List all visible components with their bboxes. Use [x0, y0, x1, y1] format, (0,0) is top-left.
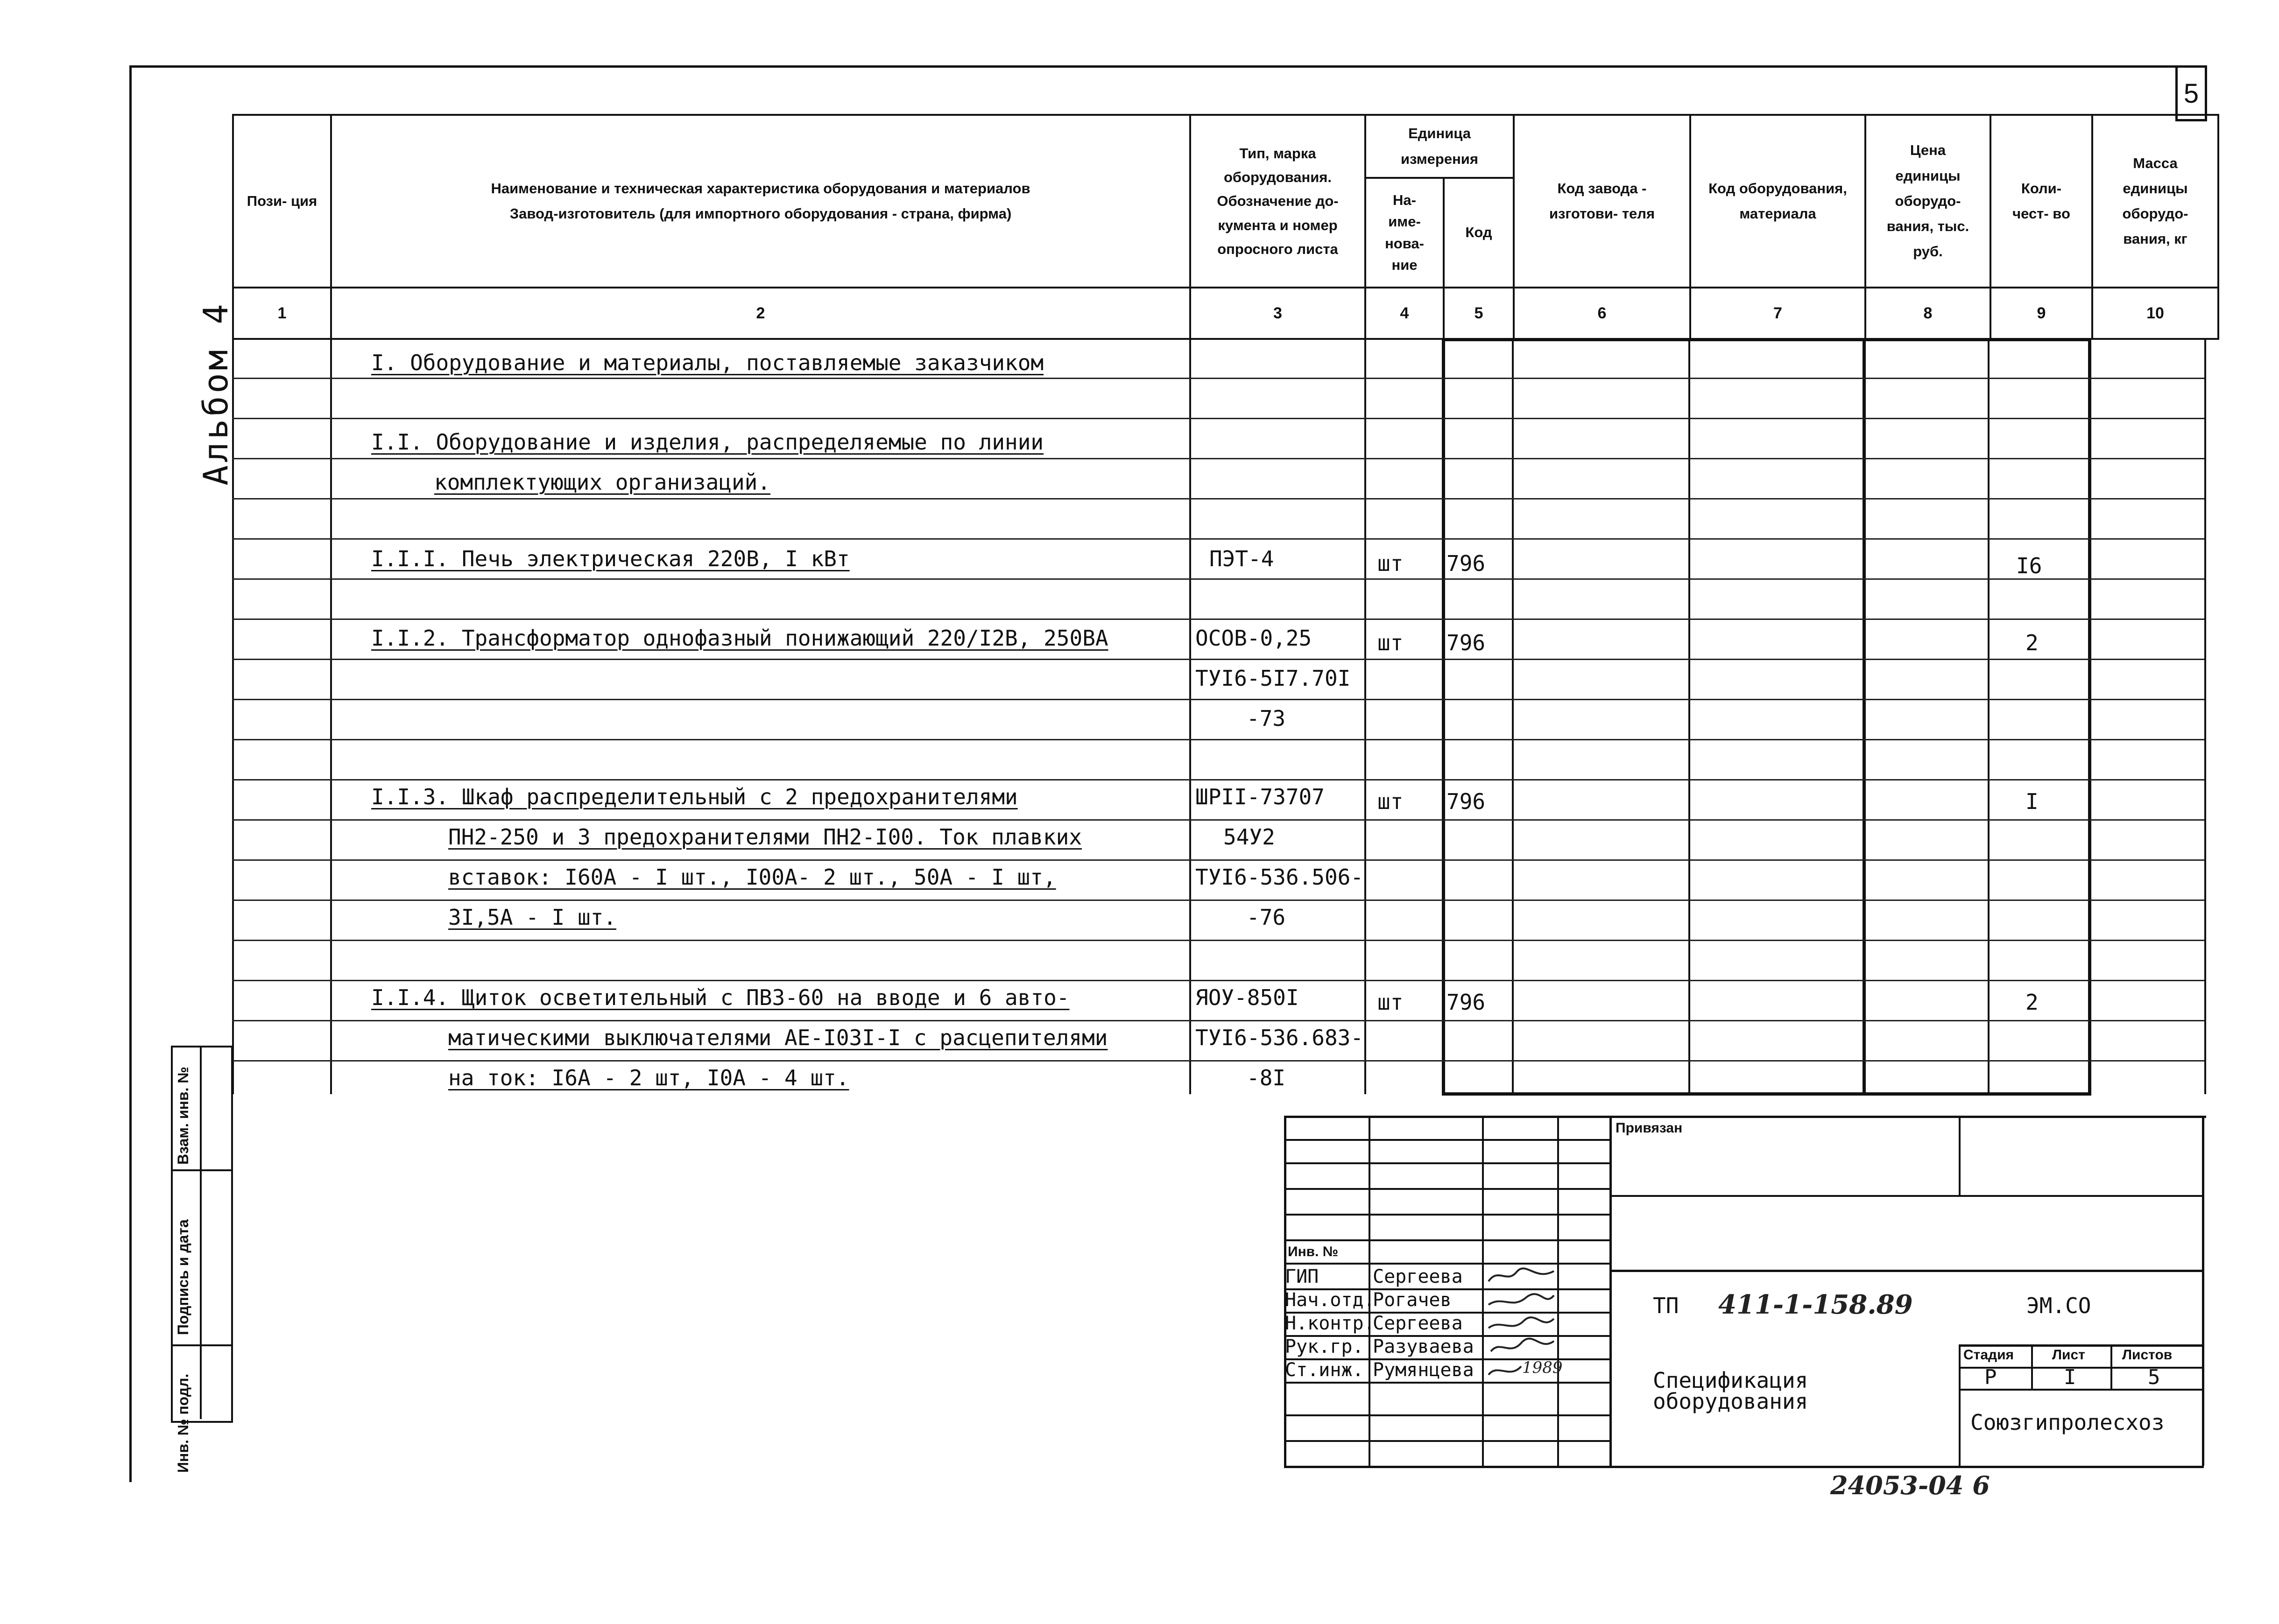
item-unit: шт — [1377, 551, 1404, 576]
header-unit-name: На- име- нова- ние — [1365, 178, 1444, 288]
side-vzam-label: Взам. инв. № — [175, 1067, 191, 1165]
item-type-doc: ТУI6-536.683- — [1195, 1025, 1364, 1050]
name-st-inzh: Румянцева — [1373, 1359, 1474, 1381]
col-number-4: 4 — [1365, 288, 1444, 339]
item-name-cont: 3I,5А - I шт. — [448, 905, 617, 930]
col-number-6: 6 — [1514, 288, 1690, 339]
stage-label: Стадия — [1963, 1347, 2014, 1363]
album-label: Альбом 4 — [196, 301, 235, 485]
sheets-label: Листов — [2122, 1347, 2173, 1363]
item-quantity: I6 — [2016, 553, 2042, 578]
name-n-kontr: Сергеева — [1373, 1313, 1463, 1334]
organization: Союзгипролесхоз — [1970, 1410, 2165, 1435]
item-type-doc: -76 — [1247, 905, 1286, 930]
item-type: ЯОУ-850I — [1195, 985, 1299, 1010]
table-row — [232, 579, 2204, 620]
header-equipment-code: Код оборудования, материала — [1690, 115, 1865, 288]
table-row — [232, 378, 2204, 419]
item-unit-code: 796 — [1446, 990, 1486, 1015]
doc-prefix: ТП — [1653, 1293, 1679, 1318]
item-name: I.I.I. Печь электрическая 220В, I кВт — [371, 546, 850, 571]
header-type-line5: опросного листа — [1217, 240, 1338, 257]
item-name-cont: ПН2-250 и 3 предохранителями ПН2-I00. Ток плавких — [448, 824, 1082, 850]
page-number: 5 — [2175, 65, 2207, 121]
col-number-3: 3 — [1190, 288, 1365, 339]
name-nach-otd: Рогачев — [1373, 1289, 1452, 1311]
doc-title-line1: Спецификация — [1653, 1368, 1808, 1393]
item-name: I.I.3. Шкаф распределительный с 2 предохранителями — [371, 784, 1018, 809]
sheet-value: I — [2064, 1365, 2076, 1389]
col-number-1: 1 — [233, 288, 331, 339]
spec-table-header — [232, 114, 2219, 340]
item-unit-code: 796 — [1446, 551, 1486, 576]
col-number-5: 5 — [1444, 288, 1514, 339]
header-price: Цена единицы оборудо- вания, тыс. руб. — [1865, 115, 1990, 288]
header-factory-code: Код завода - изготови- теля — [1514, 115, 1690, 288]
stage-value: Р — [1984, 1365, 1997, 1389]
table-row — [232, 699, 2204, 740]
item-name-cont: на ток: I6А - 2 шт, I0А - 4 шт. — [448, 1065, 849, 1090]
item-type-doc: 54У2 — [1223, 824, 1275, 850]
section-heading-1-1-cont: комплектующих организаций. — [434, 470, 771, 495]
header-type-line4: кумента и номер — [1218, 217, 1338, 233]
header-type — [1190, 115, 1365, 288]
header-name-line2: Завод-изготовитель (для импортного оборудования - страна, фирма) — [509, 205, 1012, 222]
privyazan-label: Привязан — [1616, 1120, 1683, 1136]
header-unit: Единица измерения — [1365, 115, 1514, 178]
item-unit-code: 796 — [1446, 789, 1486, 814]
item-unit: шт — [1377, 630, 1404, 655]
header-name-line1: Наименование и техническая характеристика оборудования и материалов — [491, 180, 1030, 197]
col-number-2: 2 — [331, 288, 1190, 339]
sheet-label: Лист — [2052, 1347, 2085, 1363]
col-number-8: 8 — [1865, 288, 1990, 339]
header-type-line1: Тип, марка — [1239, 145, 1316, 162]
role-st-inzh: Ст.инж. — [1285, 1359, 1364, 1381]
item-quantity: I — [2025, 789, 2039, 814]
item-unit: шт — [1377, 789, 1404, 814]
item-unit-code: 796 — [1446, 630, 1486, 655]
section-heading-1-1: I.I. Оборудование и изделия, распределяемые по линии — [371, 429, 1044, 455]
header-type-line3: Обозначение до- — [1217, 193, 1339, 210]
role-ruk-gr: Рук.гр. — [1285, 1336, 1364, 1357]
role-n-kontr: Н.контр. — [1285, 1313, 1375, 1334]
item-type-doc: ТУI6-536.506- — [1195, 865, 1364, 890]
side-podpis-label: Подпись и дата — [175, 1219, 191, 1335]
item-type: ШРII-73707 — [1195, 784, 1325, 809]
header-unit-code: Код — [1444, 178, 1514, 288]
role-gip: ГИП — [1285, 1266, 1319, 1287]
doc-number: 411-1-158.89 — [1718, 1289, 1913, 1320]
header-mass: Масса единицы оборудо- вания, кг — [2092, 115, 2218, 288]
role-nach-otd: Нач.отд. — [1285, 1289, 1375, 1311]
item-name-cont: матическими выключателями АЕ-I03I-I с расцепителями — [448, 1025, 1108, 1050]
header-quantity: Коли- чест- во — [1990, 115, 2092, 288]
header-name — [331, 115, 1190, 288]
name-ruk-gr: Разуваева — [1373, 1336, 1474, 1357]
table-row — [232, 940, 2204, 981]
item-type-doc: -8I — [1247, 1065, 1286, 1090]
item-quantity: 2 — [2025, 990, 2039, 1015]
side-inv-label: Инв. № подл. — [175, 1373, 191, 1473]
table-row — [232, 499, 2204, 540]
col-number-7: 7 — [1690, 288, 1865, 339]
section-heading-1: I. Оборудование и материалы, поставляемые заказчиком — [371, 350, 1044, 375]
item-name: I.I.2. Трансформатор однофазный понижающий 220/I2В, 250ВА — [371, 626, 1108, 651]
item-unit: шт — [1377, 990, 1404, 1015]
table-row — [232, 739, 2204, 780]
inv-no-label: Инв. № — [1288, 1244, 1339, 1259]
item-type-doc: -73 — [1247, 706, 1286, 731]
doc-title-line2: оборудования — [1653, 1389, 1808, 1414]
item-type: ОСОВ-0,25 — [1195, 626, 1312, 651]
item-type-doc: ТУI6-5I7.70I — [1195, 666, 1351, 691]
archive-stamp: 24053-04 6 — [1830, 1470, 1990, 1500]
col-number-10: 10 — [2092, 288, 2218, 339]
name-gip: Сергеева — [1373, 1266, 1463, 1287]
col-number-9: 9 — [1990, 288, 2092, 339]
item-quantity: 2 — [2025, 630, 2039, 655]
item-name: I.I.4. Щиток осветительный с ПВЗ-60 на вводе и 6 авто- — [371, 985, 1070, 1010]
sign-date: 1989 — [1522, 1358, 1563, 1377]
item-type: ПЭТ-4 — [1209, 546, 1274, 571]
header-position: Пози- ция — [233, 115, 331, 288]
sheets-value: 5 — [2148, 1365, 2160, 1389]
doc-code: ЭМ.СО — [2026, 1293, 2091, 1318]
item-name-cont: вставок: I60А - I шт., I00А- 2 шт., 50А - I шт, — [448, 865, 1056, 890]
header-type-line2: оборудования. — [1223, 169, 1332, 186]
